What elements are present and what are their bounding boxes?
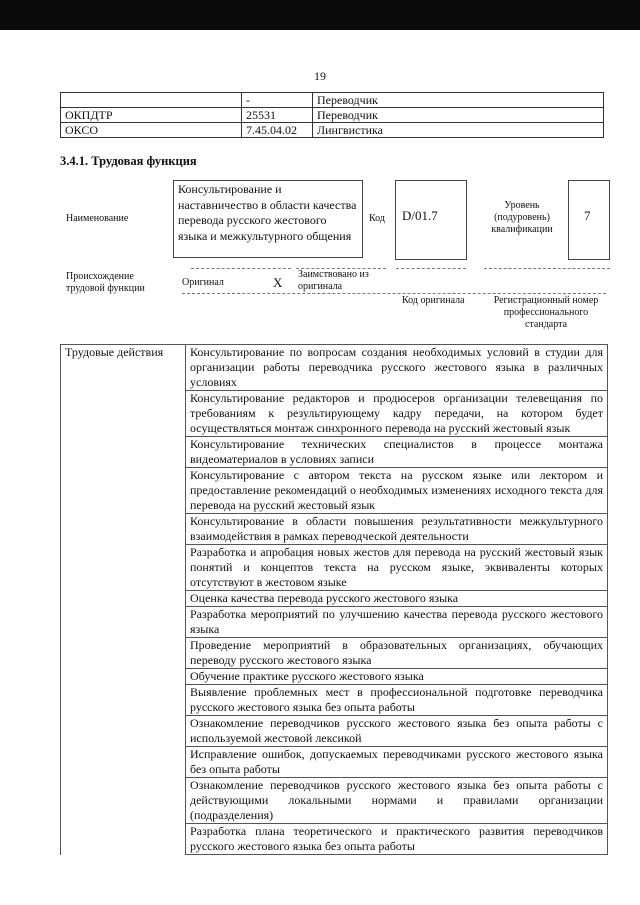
section-title: 3.4.1. Трудовая функция xyxy=(60,154,197,168)
original-code-label: Код оригинала xyxy=(402,295,465,306)
labor-action-item: Обучение практике русского жестового языка xyxy=(186,669,608,685)
table-row xyxy=(61,108,604,123)
codes-code-cell: 7.45.04.02 xyxy=(242,123,313,138)
origin-label: Происхождение трудовой функции xyxy=(66,271,145,294)
codes-code-cell: - xyxy=(242,93,313,108)
codes-name-cell: ОКПДТР xyxy=(61,108,242,123)
scan-top-border xyxy=(0,0,640,30)
function-name-label: Наименование xyxy=(66,213,129,224)
labor-action-item: Ознакомление переводчиков русского жестового языка без опыта работы с используемой жестовой лексикой xyxy=(186,716,608,747)
labor-action-item: Консультирование редакторов и продюсеров организации телевещания по требованиям к результирующему кадру передачи, на котором будет осуществляться монтаж синхронного перевода на русский жестовый язык xyxy=(186,391,608,437)
labor-actions-label: Трудовые действия xyxy=(61,345,186,855)
labor-action-item: Разработка плана теоретического и практического развития переводчиков русского жестового языка без опыта работы xyxy=(186,824,608,855)
labor-action-item: Выявление проблемных мест в профессиональной подготовке переводчика русского жестового языка без опыта работы xyxy=(186,685,608,716)
table-row xyxy=(61,345,608,391)
table-row xyxy=(61,123,604,138)
qualification-level-value: 7 xyxy=(584,208,591,223)
qualification-level-label: Уровень (подуровень) квалификации xyxy=(491,200,553,235)
labor-action-item: Разработка и апробация новых жестов для перевода на русский жестовый язык понятий и концептов текста на русском языке, эквиваленты которых отсутствуют в жестовом языке xyxy=(186,545,608,591)
labor-action-item: Разработка мероприятий по улучшению качества перевода русского жестового языка xyxy=(186,607,608,638)
table-row xyxy=(61,93,604,108)
original-mark: X xyxy=(273,275,283,290)
function-name-box: Консультирование и наставничество в области качества перевода русского жестового языка и межкультурного общения xyxy=(173,180,363,258)
labor-action-item: Консультирование в области повышения результативности межкультурного взаимодействия в рамках переводческой деятельности xyxy=(186,514,608,545)
divider xyxy=(484,268,610,269)
labor-action-item: Консультирование с автором текста на русском языке или лектором и предоставление рекомендаций о необходимых изменениях исходного текста для перевода на русский жестовый язык xyxy=(186,468,608,514)
codes-title-cell: Переводчик xyxy=(313,93,604,108)
function-code-label: Код xyxy=(369,213,385,224)
labor-action-item: Оценка качества перевода русского жестового языка xyxy=(186,591,608,607)
codes-name-cell xyxy=(61,93,242,108)
codes-name-cell: ОКСО xyxy=(61,123,242,138)
original-label: Оригинал xyxy=(182,277,224,288)
labor-action-item: Ознакомление переводчиков русского жестового языка без опыта работы с действующими локальными нормами и правилами организации (подразделения) xyxy=(186,778,608,824)
labor-action-item: Проведение мероприятий в образовательных организациях, обучающих переводу русского жестового языка xyxy=(186,638,608,669)
codes-title-cell: Переводчик xyxy=(313,108,604,123)
divider xyxy=(191,268,291,269)
labor-actions-table xyxy=(60,344,608,855)
labor-action-item: Исправление ошибок, допускаемых переводчиками русского жестового языка без опыта работы xyxy=(186,747,608,778)
divider xyxy=(396,268,466,269)
codes-title-cell: Лингвистика xyxy=(313,123,604,138)
function-code-value: D/01.7 xyxy=(402,208,438,223)
page-number: 19 xyxy=(314,69,326,83)
labor-action-item: Консультирование технических специалистов в процессе монтажа видеоматериалов в условиях записи xyxy=(186,437,608,468)
codes-table xyxy=(60,92,604,138)
codes-code-cell: 25531 xyxy=(242,108,313,123)
labor-action-item: Консультирование по вопросам создания необходимых условий в студии для организации работы переводчика русского жестового языка в различных условиях xyxy=(186,345,608,391)
borrowed-label: Заимствовано из оригинала xyxy=(298,269,369,292)
reg-number-label: Регистрационный номер профессионального стандарта xyxy=(493,295,599,330)
divider xyxy=(182,293,606,294)
